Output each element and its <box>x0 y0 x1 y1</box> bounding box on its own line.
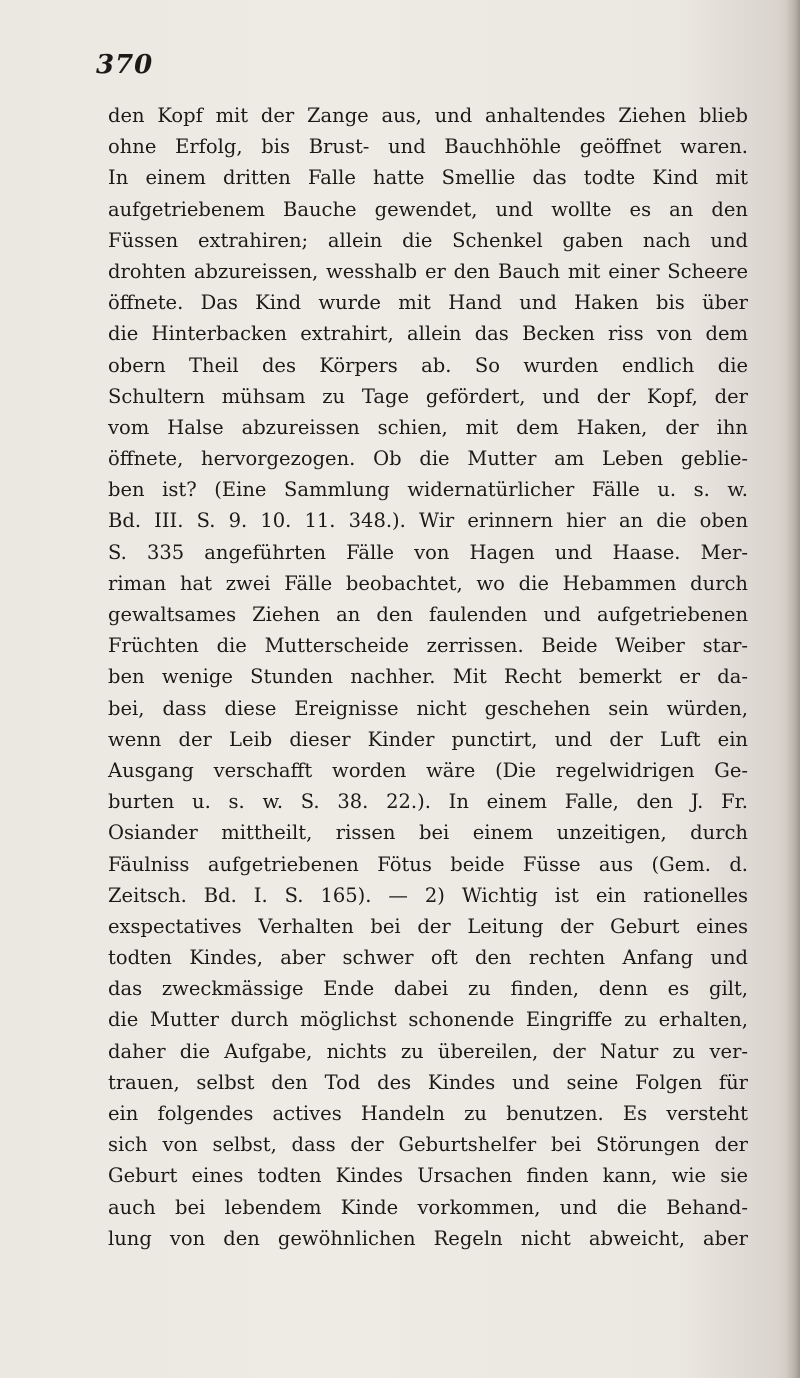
text-line: lung von den gewöhnlichen Regeln nicht abweicht, aber <box>108 1226 748 1250</box>
text-line: burten u. s. w. S. 38. 22.). In einem Falle, den J. Fr. <box>108 790 748 814</box>
text-line: Schultern mühsam zu Tage gefördert, und der Kopf, der <box>108 384 748 408</box>
text-line: trauen, selbst den Tod des Kindes und seine Folgen für <box>108 1070 748 1094</box>
text-line: ben wenige Stunden nachher. Mit Recht bemerkt er da- <box>108 665 748 689</box>
text-line: S. 335 angeführten Fälle von Hagen und Haase. Mer- <box>108 540 748 564</box>
text-line: exspectatives Verhalten bei der Leitung der Geburt eines <box>108 914 748 938</box>
text-line: aufgetriebenem Bauche gewendet, und wollte es an den <box>108 197 748 221</box>
text-line: Früchten die Mutterscheide zerrissen. Beide Weiber star- <box>108 634 748 658</box>
text-line: Geburt eines todten Kindes Ursachen finden kann, wie sie <box>108 1164 748 1188</box>
text-line: drohten abzureissen, wesshalb er den Bauch mit einer Scheere <box>108 259 748 283</box>
text-line: Osiander mittheilt, rissen bei einem unzeitigen, durch <box>108 821 748 845</box>
page-number: 370 <box>96 50 154 80</box>
text-line: die Hinterbacken extrahirt, allein das Becken riss von dem <box>108 322 748 346</box>
text-line: ohne Erfolg, bis Brust- und Bauchhöhle geöffnet waren. <box>108 135 748 159</box>
text-line: Ausgang verschafft worden wäre (Die regelwidrigen Ge- <box>108 758 748 782</box>
text-line: vom Halse abzureissen schien, mit dem Haken, der ihn <box>108 415 748 439</box>
text-line: öffnete, hervorgezogen. Ob die Mutter am Leben geblie- <box>108 447 748 471</box>
text-line: ein folgendes actives Handeln zu benutzen. Es versteht <box>108 1102 748 1125</box>
text-line: riman hat zwei Fälle beobachtet, wo die Hebammen durch <box>108 571 748 595</box>
text-line: auch bei lebendem Kinde vorkommen, und die Behand- <box>108 1195 748 1219</box>
text-line: gewaltsames Ziehen an den faulenden und aufgetriebenen <box>108 603 748 626</box>
text-line: wenn der Leib dieser Kinder punctirt, und der Luft ein <box>108 727 748 751</box>
text-line: Bd. III. S. 9. 10. 11. 348.). Wir erinnern hier an die oben <box>108 509 748 533</box>
text-line: öffnete. Das Kind wurde mit Hand und Haken bis über <box>108 291 748 315</box>
text-line: ben ist? (Eine Sammlung widernatürlicher Fälle u. s. w. <box>108 478 748 502</box>
text-line: daher die Aufgabe, nichts zu übereilen, der Natur zu ver- <box>108 1039 748 1063</box>
text-line: die Mutter durch möglichst schonende Eingriffe zu erhalten, <box>108 1008 748 1032</box>
text-line: obern Theil des Körpers ab. So wurden endlich die <box>108 353 748 377</box>
text-line: Fäulniss aufgetriebenen Fötus beide Füsse aus (Gem. d. <box>108 852 748 876</box>
text-line: Füssen extrahiren; allein die Schenkel gaben nach und <box>108 228 748 252</box>
text-line: In einem dritten Falle hatte Smellie das todte Kind mit <box>108 166 748 190</box>
text-line: den Kopf mit der Zange aus, und anhaltendes Ziehen blieb <box>108 104 748 127</box>
text-line: Zeitsch. Bd. I. S. 165). — 2) Wichtig ist ein rationelles <box>108 883 748 907</box>
page-edge-shadow <box>786 0 800 1378</box>
text-line: sich von selbst, dass der Geburtshelfer bei Störungen der <box>108 1133 748 1157</box>
text-line: bei, dass diese Ereignisse nicht geschehen sein würden, <box>108 696 748 720</box>
text-line: todten Kindes, aber schwer oft den rechten Anfang und <box>108 946 748 970</box>
body-text <box>108 100 748 1254</box>
text-line: das zweckmässige Ende dabei zu finden, denn es gilt, <box>108 977 748 1001</box>
